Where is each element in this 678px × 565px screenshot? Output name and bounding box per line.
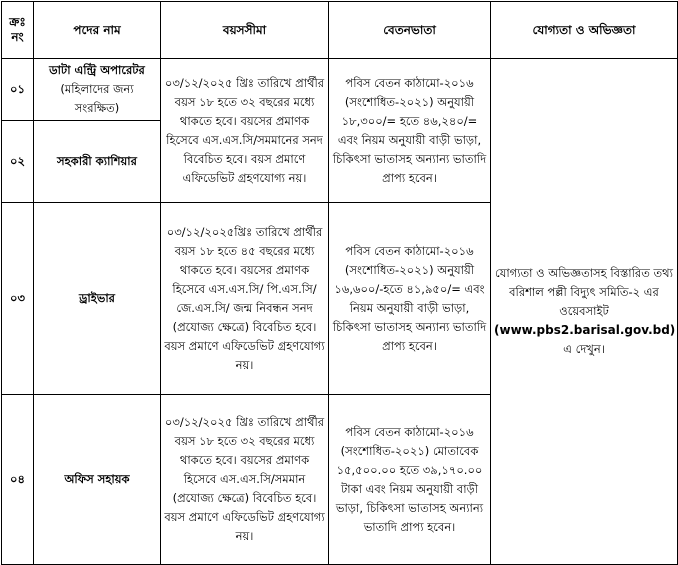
- qualification-text: যোগ্যতা ও অভিজ্ঞতাসহ বিস্তারিত তথ্য বরিশাল পল্লী বিদ্যুৎ সমিতি-২ এর ওয়েবসাইট: [495, 266, 673, 318]
- salary-cell: পবিস বেতন কাঠামো-২০১৬ (সংশোধিত-২০২১) অনুযায়ী ১৬,৬০০/-হতে ৪১,৯৫০/= এবং নিয়ম অনুযায়ী বাড়ী ভাড়া, চিকিৎসা ভাতাসহ অন্যান্য ভাতাদি প্রাপ্য হবেন।: [329, 203, 491, 395]
- age-limit-cell: ০৩/১২/২০২৫ খ্রিঃ তারিখে প্রার্থীর বয়স ১৮ হতে ৩২ বছরের মধ্যে থাকতে হবে। বয়সের প্রমাণক হিসেবে এস.এস.সি/সমমান (প্রযোজ্য ক্ষেত্রে) বিবেচিত হবে। বয়স প্রমাণে এফিডেভিট গ্রহণযোগ্য নয়।: [161, 395, 329, 565]
- post-note: (মহিলাদের জন্য সংরক্ষিত): [60, 82, 134, 115]
- qualification-header: যোগ্যতা ও অভিজ্ঞতা: [491, 2, 678, 59]
- age-limit-cell: ০৩/১২/২০২৫ খ্রিঃ তারিখে প্রার্থীর বয়স ১৮ হতে ৩২ বছরের মধ্যে থাকতে হবে। বয়সের প্রমাণক হিসেবে এস.এস.সি/সমমানের সনদ বিবেচিত হবে। বয়স প্রমাণে এফিডেভিট গ্রহণযোগ্য নয়।: [161, 59, 329, 203]
- serial-cell: ০২: [2, 121, 34, 203]
- website-link[interactable]: (www.pbs2.barisal.gov.bd): [494, 323, 676, 337]
- recruitment-table: [1, 1, 678, 565]
- salary-header: বেতনভাতা: [329, 2, 491, 59]
- table-header-row: [2, 2, 678, 59]
- serial-header: ক্রঃ নং: [2, 2, 34, 59]
- serial-cell: ০৪: [2, 395, 34, 565]
- qualification-suffix: এ দেখুন।: [563, 342, 605, 356]
- post-name: ডাটা এন্ট্রি অপারেটর: [49, 63, 145, 77]
- age-limit-header: বয়সসীমা: [161, 2, 329, 59]
- post-name-cell: ড্রাইভার: [34, 203, 161, 395]
- post-name-header: পদের নাম: [34, 2, 161, 59]
- qualification-cell: [491, 59, 678, 565]
- post-name-cell: সহকারী ক্যাশিয়ার: [34, 121, 161, 203]
- age-limit-cell: ০৩/১২/২০২৫খ্রিঃ তারিখে প্রার্থীর বয়স ১৮ হতে ৪৫ বছরের মধ্যে থাকতে হবে। বয়সের প্রমাণক হিসেবে এস.এস.সি/ পি.এস.সি/ জে.এস.সি/ জন্ম নিবন্ধন সনদ (প্রযোজ্য ক্ষেত্রে) বিবেচিত হবে। বয়স প্রমাণে এফিডেভিট গ্রহণযোগ্য নয়।: [161, 203, 329, 395]
- salary-cell: পবিস বেতন কাঠামো-২০১৬ (সংশোধিত-২০২১) অনুযায়ী ১৮,৩০০/= হতে ৪৬,২৪০/= এবং নিয়ম অনুযায়ী বাড়ী ভাড়া, চিকিৎসা ভাতাসহ অন্যান্য ভাতাদি প্রাপ্য হবেন।: [329, 59, 491, 203]
- post-name-cell: অফিস সহায়ক: [34, 395, 161, 565]
- serial-cell: ০১: [2, 59, 34, 121]
- serial-cell: ০৩: [2, 203, 34, 395]
- table-row: [2, 59, 678, 121]
- post-name-cell: [34, 59, 161, 121]
- salary-cell: পবিস বেতন কাঠামো-২০১৬ (সংশোধিত-২০২১) মোতাবেক ১৫,৫০০.০০ হতে ৩৯,১৭০.০০ টাকা এবং নিয়ম অনুযায়ী বাড়ী ভাড়া, চিকিৎসা ভাতাসহ অন্যান্য ভাতাদি প্রাপ্য হবেন।: [329, 395, 491, 565]
